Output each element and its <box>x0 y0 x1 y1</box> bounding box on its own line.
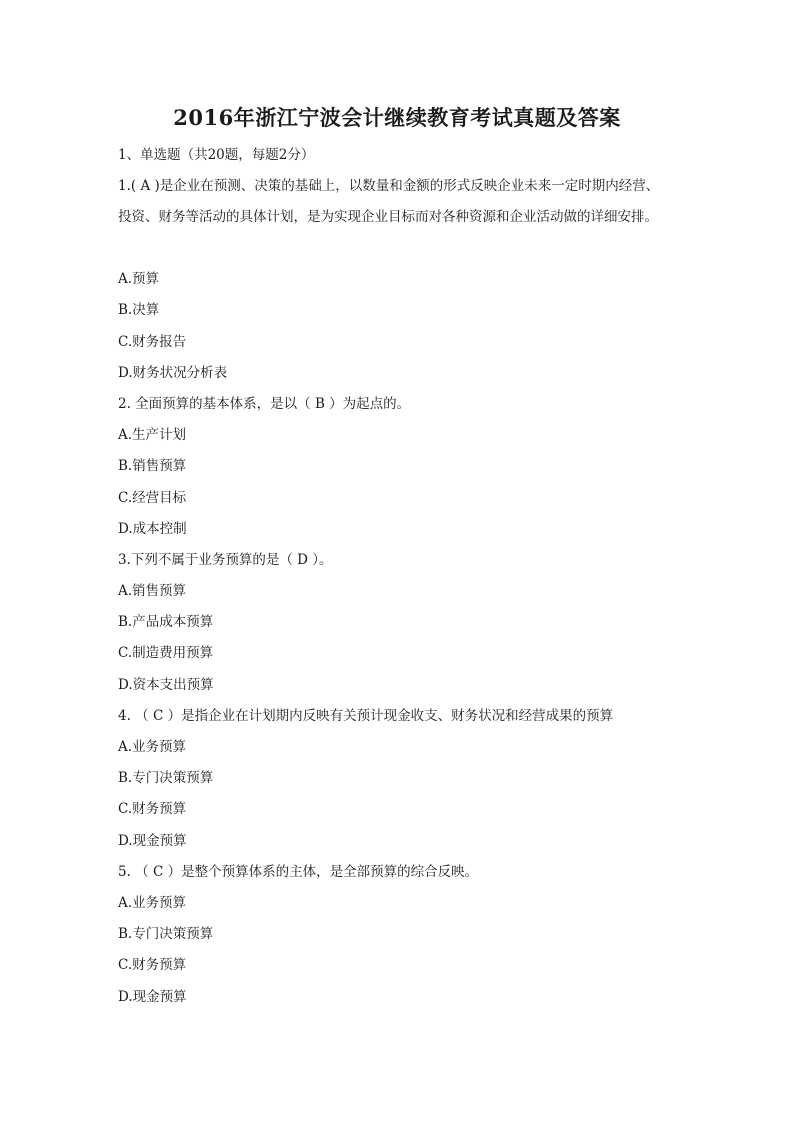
document-title: 2016年浙江宁波会计继续教育考试真题及答案 <box>173 105 621 130</box>
question-5-option-a: A.业务预算 <box>118 894 187 911</box>
question-stem-line: 投资、财务等活动的具体计划，是为实现企业目标而对各种资源和企业活动做的详细安排。 <box>118 209 658 226</box>
question-3-option-c: C.制造费用预算 <box>118 645 214 662</box>
question-5-option-d: D.现金预算 <box>118 988 187 1005</box>
question-5-stem: 5. （ C ）是整个预算体系的主体，是全部预算的综合反映。 <box>118 863 479 880</box>
document-body <box>118 145 678 1018</box>
question-4-option-a: A.业务预算 <box>118 739 187 755</box>
question-2-option-c: C.经营目标 <box>118 489 187 506</box>
question-3-option-d: D.资本支出预算 <box>118 676 214 693</box>
question-3-option-b: B.产品成本预算 <box>118 614 214 631</box>
question-1-option-b: B.决算 <box>118 302 160 319</box>
question-4-stem: 4. （ C ）是指企业在计划期内反映有关预计现金收支、财务状况和经营成果的预算 <box>118 707 614 724</box>
question-1-option-c: C.财务报告 <box>118 333 187 350</box>
question-4-option-c: C.财务预算 <box>118 801 187 818</box>
question-5-option-c: C.财务预算 <box>118 957 187 974</box>
section-heading: 1、单选题（共20题，每题2分） <box>118 147 315 163</box>
question-2-stem: 2. 全面预算的基本体系，是以（ B ）为起点的。 <box>118 395 411 412</box>
question-4-option-b: B.专门决策预算 <box>118 770 214 787</box>
question-1-option-a: A.预算 <box>118 271 160 288</box>
question-1-stem <box>118 176 678 238</box>
question-1-option-d: D.财务状况分析表 <box>118 364 228 381</box>
question-3-option-a: A.销售预算 <box>118 583 187 600</box>
question-stem-line: 1.( A )是企业在预测、决策的基础上，以数量和金额的形式反映企业未来一定时期内经营、 <box>118 178 660 195</box>
question-3-stem: 3.下列不属于业务预算的是（ D ）。 <box>118 551 333 568</box>
question-4-option-d: D.现金预算 <box>118 832 187 849</box>
question-2-option-d: D.成本控制 <box>118 520 187 537</box>
question-5-option-b: B.专门决策预算 <box>118 926 214 943</box>
question-2-option-b: B.销售预算 <box>118 458 187 475</box>
blank-line <box>118 238 678 269</box>
question-2-option-a: A.生产计划 <box>118 427 187 444</box>
